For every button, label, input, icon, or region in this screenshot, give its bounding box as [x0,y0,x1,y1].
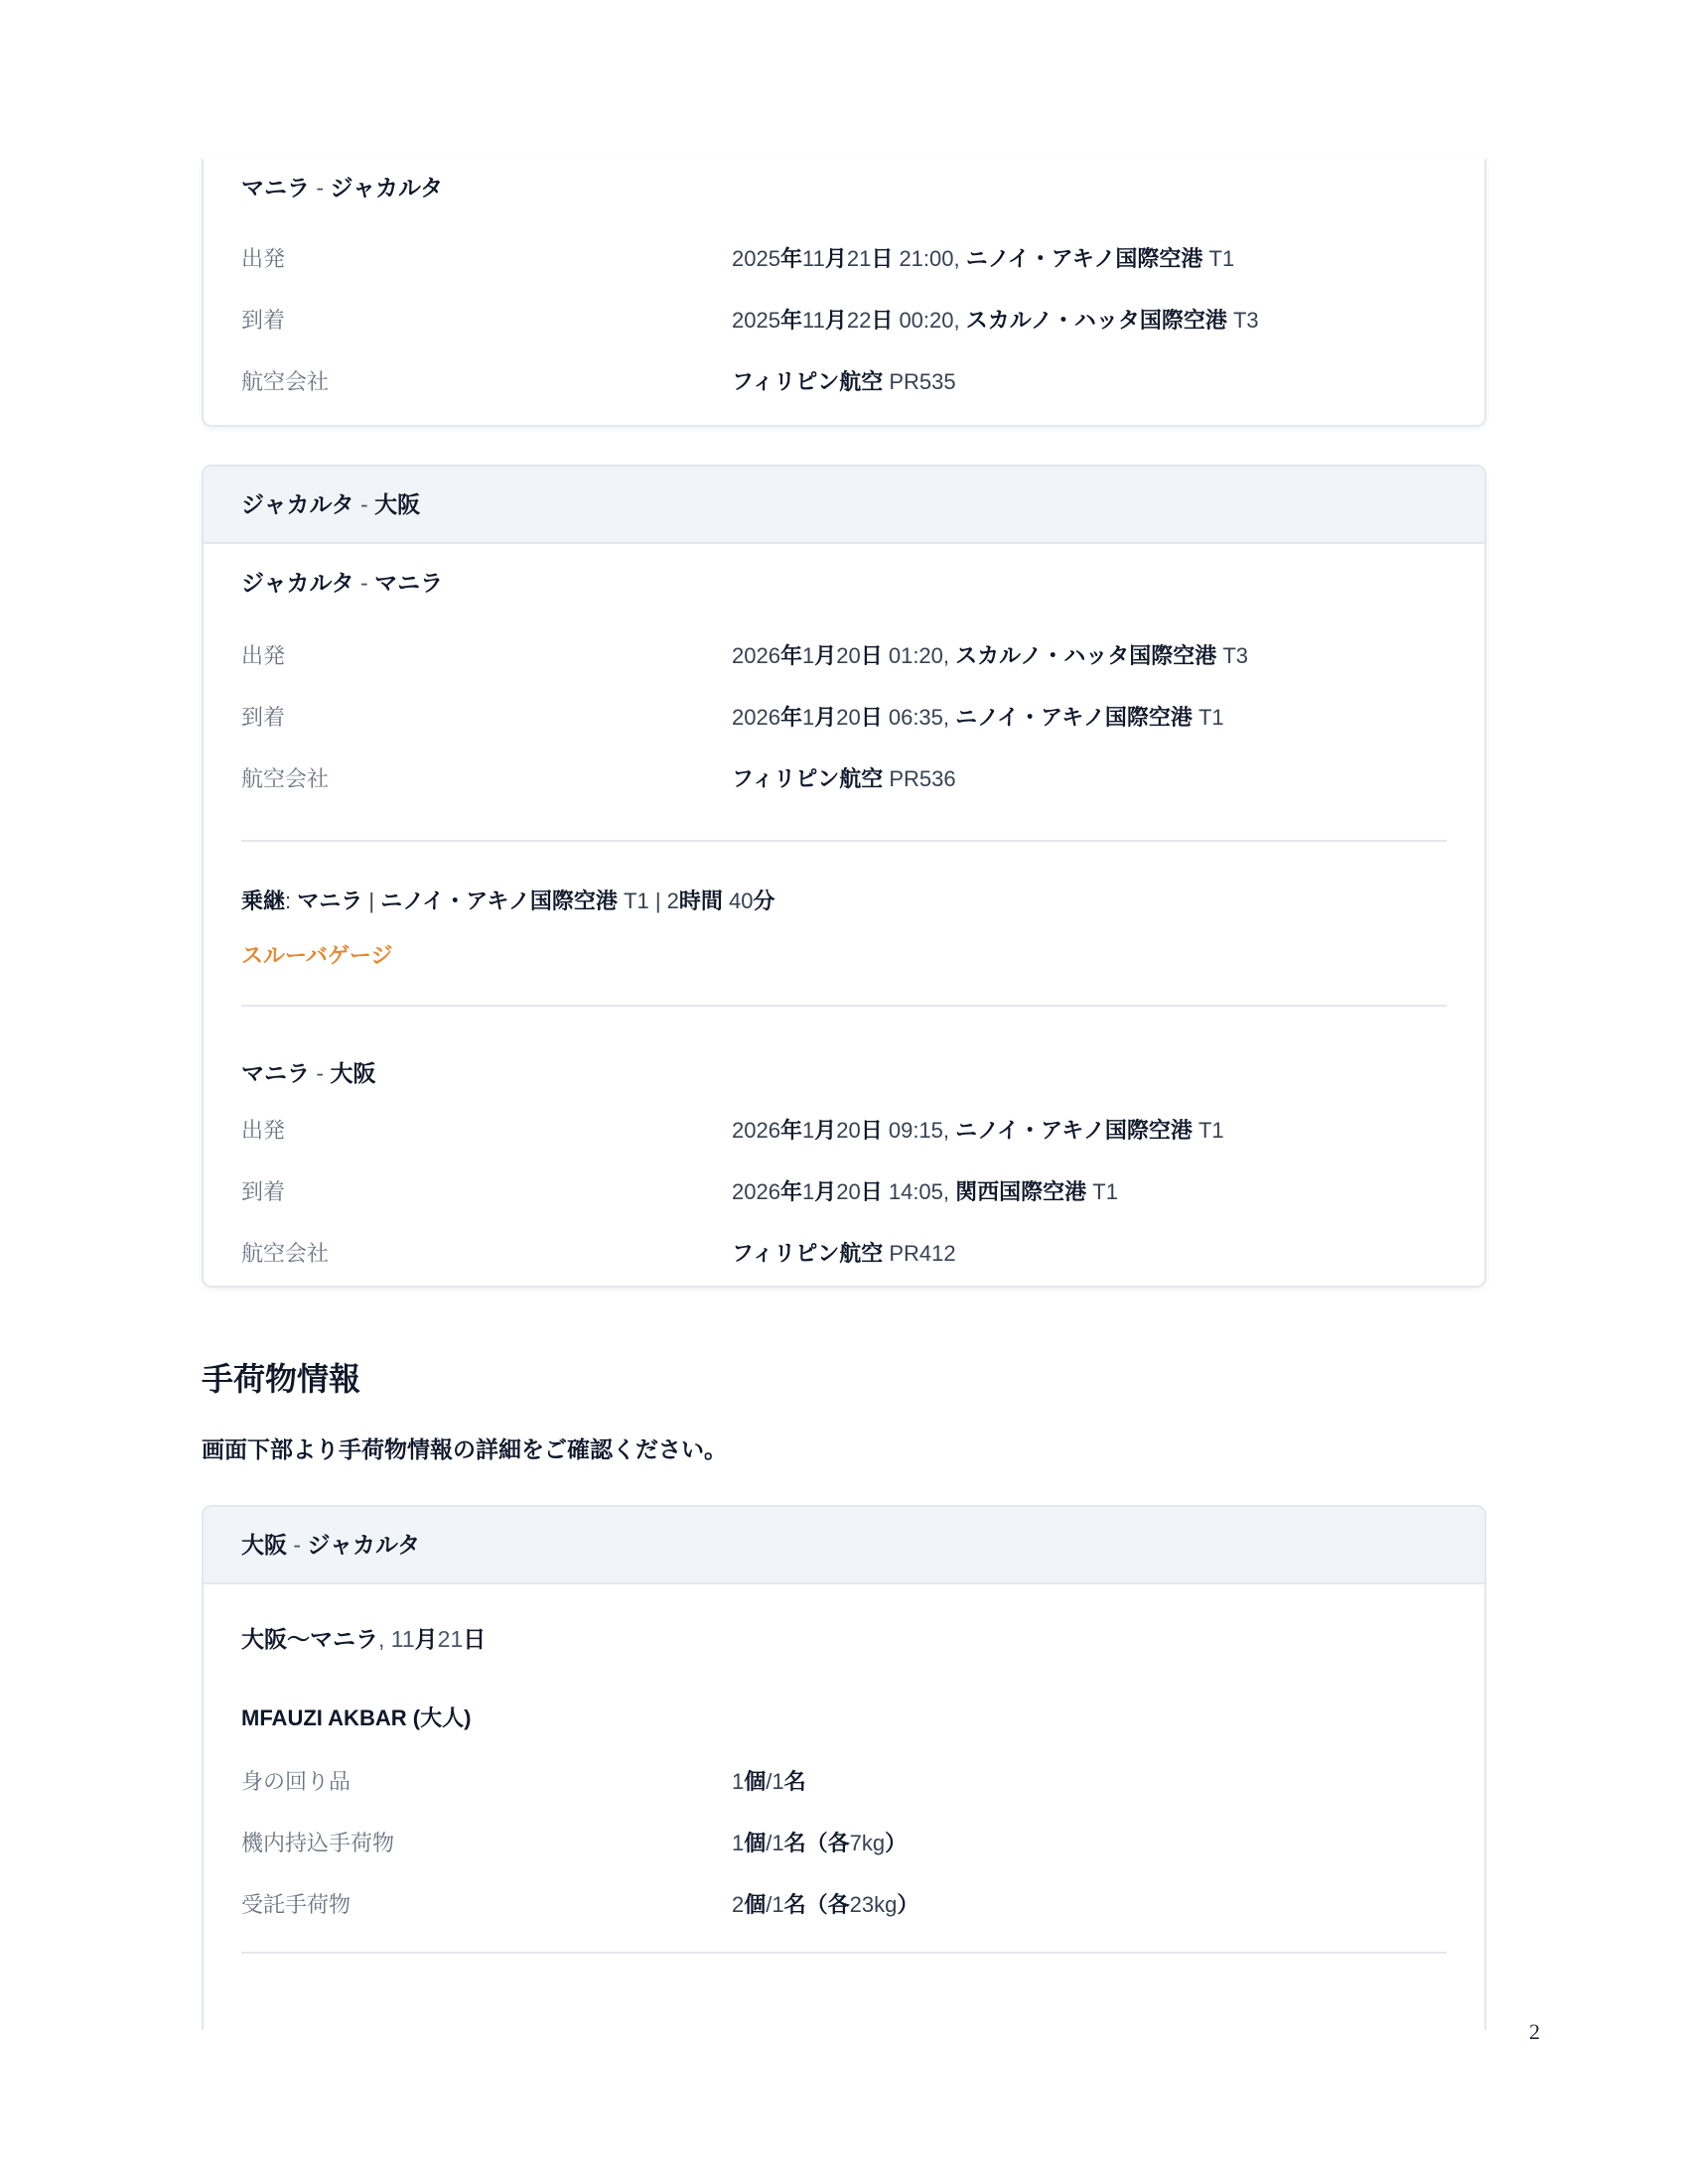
card-body [204,568,1484,1283]
flight-detail-table [241,1098,1447,1283]
row-label-airline: 航空会社 [241,1240,330,1266]
passenger-name: MFAUZI AKBAR (大人) [241,1706,472,1730]
table-row [241,1098,1447,1160]
table-row [241,1811,1447,1872]
row-label-personal-item: 身の回り品 [241,1768,352,1794]
baggage-intro-text: 画面下部より手荷物情報の詳細をご確認ください。 [202,1436,727,1462]
row-label-airline: 航空会社 [241,368,330,394]
row-label-checked: 受託手荷物 [241,1891,352,1917]
row-value-arrival: 2026年1月20日 14:05, 関西国際空港 T1 [732,1178,1118,1204]
card-header-title: 大阪 - ジャカルタ [241,1532,421,1558]
segment-title: マニラ - 大阪 [241,1060,376,1086]
divider [241,840,1447,842]
baggage-route-title: 大阪〜マニラ, 11月21日 [241,1626,487,1652]
table-row [241,1872,1447,1934]
row-label-departure: 出発 [241,642,286,668]
row-label-arrival: 到着 [241,704,286,730]
table-row [241,1749,1447,1811]
card-header [204,1507,1484,1584]
segment-title: マニラ - ジャカルタ [241,175,444,201]
row-label-airline: 航空会社 [241,765,330,791]
card-header [204,467,1484,544]
page-number: 2 [1529,2019,1540,2044]
segment-title: ジャカルタ - マニラ [241,570,444,596]
table-row [241,349,1447,411]
row-value-arrival: 2026年1月20日 06:35, ニノイ・アキノ国際空港 T1 [732,704,1224,730]
divider [241,1005,1447,1007]
row-value-departure: 2025年11月21日 21:00, ニノイ・アキノ国際空港 T1 [732,245,1235,271]
row-label-arrival: 到着 [241,1178,286,1204]
card-body [204,1624,1484,1954]
row-value-airline: フィリピン航空 PR412 [732,1240,956,1266]
row-value-departure: 2026年1月20日 09:15, ニノイ・アキノ国際空港 T1 [732,1117,1224,1143]
row-value-departure: 2026年1月20日 01:20, スカルノ・ハッタ国際空港 T3 [732,642,1249,668]
baggage-detail-table [241,1749,1447,1934]
row-value-airline: フィリピン航空 PR535 [732,368,956,394]
table-row [241,747,1447,808]
table-row [241,623,1447,685]
flight-detail-table [241,226,1447,411]
table-row [241,226,1447,288]
flight-card-jakarta-osaka [202,465,1486,1288]
table-row [241,685,1447,747]
flight-detail-table [241,623,1447,808]
card-header-title: ジャカルタ - 大阪 [241,491,421,517]
through-baggage-link[interactable]: スルーバゲージ [241,943,393,968]
baggage-section-heading: 手荷物情報 [202,1361,361,1397]
table-row [241,1160,1447,1221]
table-row [241,1221,1447,1283]
row-value-arrival: 2025年11月22日 00:20, スカルノ・ハッタ国際空港 T3 [732,307,1259,333]
row-label-departure: 出発 [241,245,286,271]
table-row [241,288,1447,349]
row-value-personal-item: 1個/1名 [732,1768,806,1794]
row-value-carry-on: 1個/1名（各7kg） [732,1830,908,1855]
row-label-carry-on: 機内持込手荷物 [241,1830,395,1855]
baggage-card-osaka-jakarta [202,1505,1486,2030]
row-label-arrival: 到着 [241,307,286,333]
divider [241,1952,1447,1954]
row-value-checked: 2個/1名（各23kg） [732,1891,919,1917]
row-label-departure: 出発 [241,1117,286,1143]
flight-card-manila-jakarta [202,159,1486,427]
row-value-airline: フィリピン航空 PR536 [732,765,956,791]
connection-info: 乗継: マニラ | ニノイ・アキノ国際空港 T1 | 2時間 40分 [241,888,775,913]
